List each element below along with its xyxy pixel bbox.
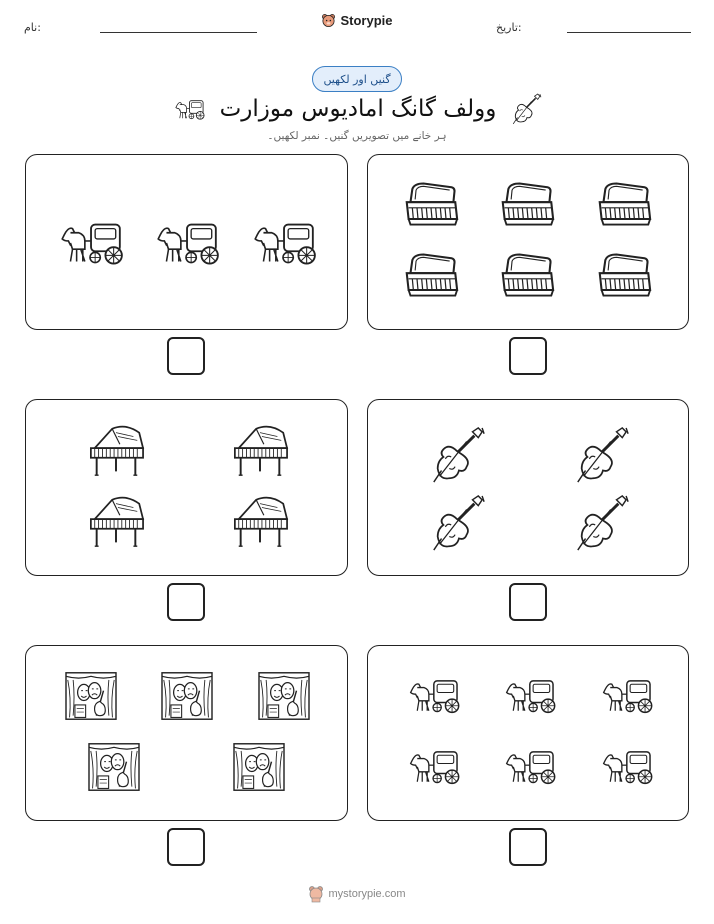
bear-mascot-icon [321,13,336,28]
counting-panel-2 [25,154,348,330]
counting-panel-5 [367,645,689,821]
answer-box-2[interactable] [167,337,205,375]
counting-panel-4 [25,399,348,576]
answer-box-6[interactable] [167,828,205,866]
carriage-icon [247,218,319,266]
brand-logo [0,13,714,28]
answer-box-4[interactable] [167,583,205,621]
piano-icon [403,251,459,301]
piano-icon [499,251,555,301]
carriage-icon [54,218,126,266]
date-label: تاریخ: [496,21,522,34]
theater-icon [232,742,286,792]
answer-box-1[interactable] [509,337,547,375]
counting-panel-1 [367,154,689,330]
footer [0,885,714,903]
piano-icon [499,180,555,230]
instructions-subtitle: ہر خانے میں تصویریں گنیں۔ نمبر لکھیں۔ [267,130,447,142]
grand-piano-icon [87,495,145,551]
brand-name: Storypie [340,13,393,28]
footer-website[interactable]: mystorypie.com [328,888,406,900]
carriage-icon [404,746,462,786]
theater-icon [160,671,214,721]
carriage-icon [500,746,558,786]
violin-icon [510,92,542,126]
counting-panel-3 [367,399,689,576]
carriage-icon [597,746,655,786]
carriage-icon [150,218,222,266]
violin-icon [428,426,486,484]
name-label: نام: [24,21,41,34]
instruction-pill: گنیں اور لکھیں [312,66,402,92]
date-line[interactable] [567,32,691,33]
answer-box-3[interactable] [509,583,547,621]
grand-piano-icon [87,424,145,480]
grand-piano-icon [231,424,289,480]
title-row [0,92,714,126]
theater-icon [64,671,118,721]
carriage-icon [597,675,655,715]
violin-icon [428,494,486,552]
theater-icon [87,742,141,792]
counting-panel-6 [25,645,348,821]
violin-icon [572,494,630,552]
name-line[interactable] [100,32,257,33]
page-title: وولف گانگ امادیوس موزارت [219,96,497,122]
piano-icon [596,180,652,230]
carriage-icon [404,675,462,715]
piano-icon [596,251,652,301]
answer-box-5[interactable] [509,828,547,866]
carriage-icon [172,96,206,122]
theater-icon [257,671,311,721]
piano-icon [403,180,459,230]
violin-icon [572,426,630,484]
grand-piano-icon [231,495,289,551]
bear-mascot-icon [308,885,324,903]
carriage-icon [500,675,558,715]
